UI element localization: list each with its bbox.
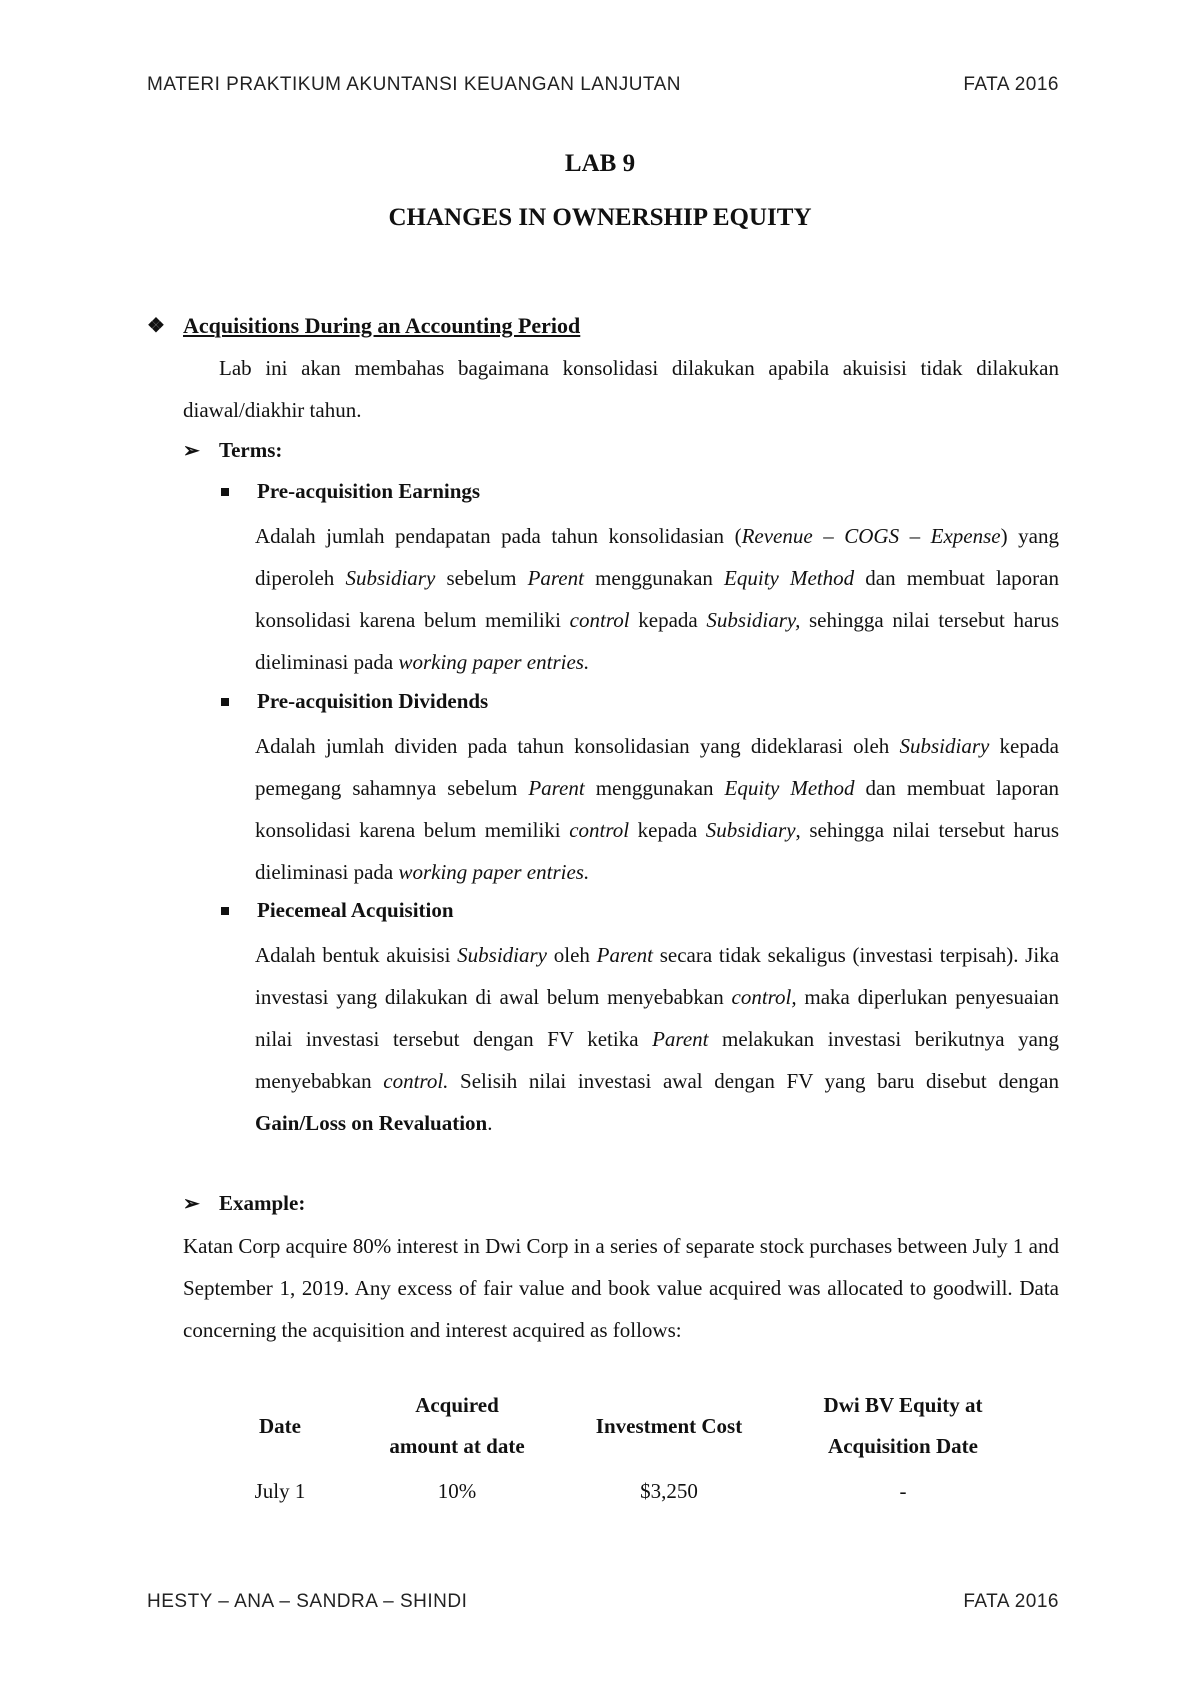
acquisition-table [207,1385,1029,1511]
header-edition: FATA 2016 [963,74,1059,95]
example-heading-text: Example: [219,1191,306,1215]
term-item [219,898,454,923]
square-bullet-icon [221,698,229,706]
term-item [219,689,488,714]
header-acquired-line-1: Acquired [415,1393,499,1417]
cell-cost: $3,250 [640,1479,698,1503]
section-heading [147,313,580,339]
terms-heading [183,438,282,463]
arrow-bullet-icon: ➢ [183,440,200,462]
arrow-bullet-icon: ➢ [183,1193,200,1215]
example-heading [183,1191,305,1216]
term-title: Pre-acquisition Earnings [257,479,481,503]
term-item [219,479,480,504]
running-header [147,74,1059,96]
section-heading-text: Acquisitions During an Accounting Period [183,313,581,338]
example-paragraph: Katan Corp acquire 80% interest in Dwi Corp in a series of separate stock purchases between July 1 and September 1, 2019. Any excess of fair value and book value acquired was allocated to goodwill. Data concerning the acquisition and interest acquired as follows: [183,1234,1059,1342]
cell-bv: - [899,1479,907,1503]
term-title: Piecemeal Acquisition [257,898,454,922]
header-bv-line-2: Acquisition Date [828,1434,978,1458]
header-investment-cost: Investment Cost [595,1413,743,1438]
term-description: Adalah bentuk akuisisi Subsidiary oleh Parent secara tidak sekaligus (investasi terpisah). Jika investasi yang dilakukan di awal belum menyebabkan control, maka diperlukan penyesuaian nilai investasi tersebut dengan FV ketika Parent melakukan investasi berikutnya yang menyebabkan control. Selisih nilai investasi awal dengan FV yang baru disebut dengan Gain/Loss on Revaluation. [255,943,1060,1135]
cell-amount: 10% [437,1479,477,1503]
square-bullet-icon [221,907,229,915]
header-acquired-amount [353,1385,561,1467]
table-header-row [207,1385,1029,1467]
term-description: Adalah jumlah dividen pada tahun konsolidasian yang dideklarasi oleh Subsidiary kepada pemegang sahamnya sebelum Parent menggunakan Equity Method dan membuat laporan konsolidasi karena belum memiliki control kepada Subsidiary, sehingga nilai tersebut harus dieliminasi pada working paper entries. [255,734,1060,884]
term-title: Pre-acquisition Dividends [257,689,489,713]
document-title: CHANGES IN OWNERSHIP EQUITY [388,204,812,231]
footer-authors: HESTY – ANA – SANDRA – SHINDI [147,1591,468,1612]
lab-title: LAB 9 [564,150,636,177]
header-bv-line-1: Dwi BV Equity at [823,1393,983,1417]
table-row [207,1467,1029,1511]
header-date: Date [259,1413,301,1438]
square-bullet-icon [221,488,229,496]
terms-heading-text: Terms: [219,438,283,462]
header-bv-equity [777,1385,1029,1467]
term-description: Adalah jumlah pendapatan pada tahun konsolidasian (Revenue – COGS – Expense) yang diperoleh Subsidiary sebelum Parent menggunakan Equity Method dan membuat laporan konsolidasi karena belum memiliki control kepada Subsidiary, sehingga nilai tersebut harus dieliminasi pada working paper entries. [255,524,1059,674]
running-footer [147,1591,1059,1613]
cell-date: July 1 [254,1479,306,1503]
header-course-title: MATERI PRAKTIKUM AKUNTANSI KEUANGAN LANJUTAN [147,74,682,95]
header-acquired-line-2: amount at date [389,1434,525,1458]
diamond-bullet-icon: ❖ [147,315,165,337]
intro-paragraph: Lab ini akan membahas bagaimana konsolidasi dilakukan apabila akuisisi tidak dilakukan diawal/diakhir tahun. [183,356,1059,422]
footer-edition: FATA 2016 [963,1591,1059,1612]
